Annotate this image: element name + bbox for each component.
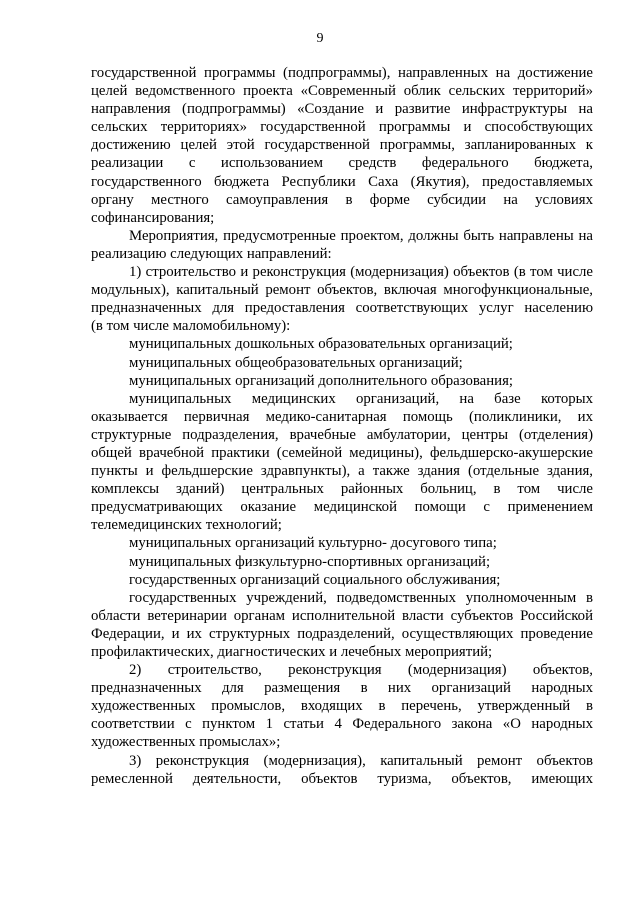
text-line: софинансирования; — [91, 209, 215, 226]
text-line: государственного бюджета Республики Саха (Якутия), предоставляемых — [91, 173, 593, 190]
text-line: оказывается первичная медико-санитарная помощь (поликлиники, их — [91, 408, 593, 425]
text-line: соответствии с пунктом 1 статьи 4 Федерального закона «О народных — [91, 716, 593, 733]
text-line: ремесленной деятельности, объектов туризма, объектов, имеющих — [91, 770, 593, 787]
text-line: предназначенных для размещения в них организаций народных — [91, 680, 593, 697]
text-line: области ветеринарии органам исполнительной власти субъектов Российской — [91, 607, 593, 624]
page-number: 9 — [316, 31, 324, 46]
text-line: Мероприятия, предусмотренные проектом, должны быть направлены на — [129, 227, 593, 244]
text-line: направления (подпрограммы) «Создание и развитие инфраструктуры на — [91, 101, 593, 118]
text-line: муниципальных физкультурно-спортивных организаций; — [129, 553, 491, 570]
text-line: муниципальных дошкольных образовательных организаций; — [129, 336, 513, 353]
paragraph — [91, 390, 593, 535]
text-line: Федерации, и их структурных подразделений, осуществляющих проведение — [91, 625, 593, 642]
text-line: целей ведомственного проекта «Современный облик сельских территорий» — [91, 83, 593, 100]
text-line: предусматривающих оказание медицинской помощи с применением — [91, 499, 593, 516]
text-line: 3) реконструкция (модернизация), капитальный ремонт объектов — [129, 752, 593, 769]
text-line: муниципальных медицинских организаций, на базе которых — [129, 390, 593, 407]
text-line: муниципальных организаций дополнительного образования; — [129, 372, 513, 389]
text-line: реализации с использованием средств федерального бюджета, — [91, 155, 593, 172]
paragraph — [91, 752, 593, 788]
paragraph — [91, 571, 593, 589]
text-line: муниципальных общеобразовательных организаций; — [129, 354, 463, 371]
paragraph — [91, 335, 593, 353]
paragraph — [91, 64, 593, 227]
text-line: пункты и фельдшерские здравпункты), а также здания (отдельные здания, — [91, 463, 593, 480]
paragraph — [91, 263, 593, 335]
text-line: реализацию следующих направлений: — [91, 245, 332, 262]
document-body — [91, 64, 593, 788]
text-line: сельских территориях» государственной программы и способствующих — [91, 119, 593, 136]
text-line: модульных), капитальный ремонт объектов, включая многофункциональные, — [91, 282, 593, 299]
paragraph — [91, 354, 593, 372]
paragraph — [91, 534, 593, 552]
text-line: (в том числе маломобильному): — [91, 318, 291, 335]
text-line: органу местного самоуправления в форме субсидии на условиях — [91, 191, 593, 208]
text-line: государственных организаций социального обслуживания; — [129, 571, 501, 588]
text-line: 2) строительство, реконструкция (модернизация) объектов, — [129, 662, 593, 679]
text-line: комплексы зданий) центральных районных больниц, в том числе — [91, 481, 593, 498]
text-line: художественных промыслов, входящих в перечень, утвержденный в — [91, 698, 593, 715]
text-line: предназначенных для предоставления соответствующих услуг населению — [91, 300, 593, 317]
paragraph — [91, 553, 593, 571]
text-line: художественных промыслах»; — [91, 734, 281, 751]
text-line: 1) строительство и реконструкция (модернизация) объектов (в том числе — [129, 264, 593, 281]
text-line: государственной программы (подпрограммы), направленных на достижение — [91, 65, 593, 81]
text-line: структурные подразделения, врачебные амбулатории, центры (отделения) — [91, 426, 593, 443]
paragraph — [91, 227, 593, 263]
text-line: общей врачебной практики (семейной медицины), фельдшерско-акушерские — [91, 444, 593, 461]
paragraph — [91, 589, 593, 661]
text-line: государственных учреждений, подведомственных уполномоченным в — [129, 589, 593, 606]
paragraph — [91, 372, 593, 390]
text-line: профилактических, диагностических и лечебных мероприятий; — [91, 644, 493, 660]
text-line: муниципальных организаций культурно- досугового типа; — [129, 535, 497, 552]
text-line: телемедицинских технологий; — [91, 517, 282, 534]
text-line: достижению целей этой государственной программы, запланированных к — [91, 137, 593, 154]
paragraph — [91, 661, 593, 751]
